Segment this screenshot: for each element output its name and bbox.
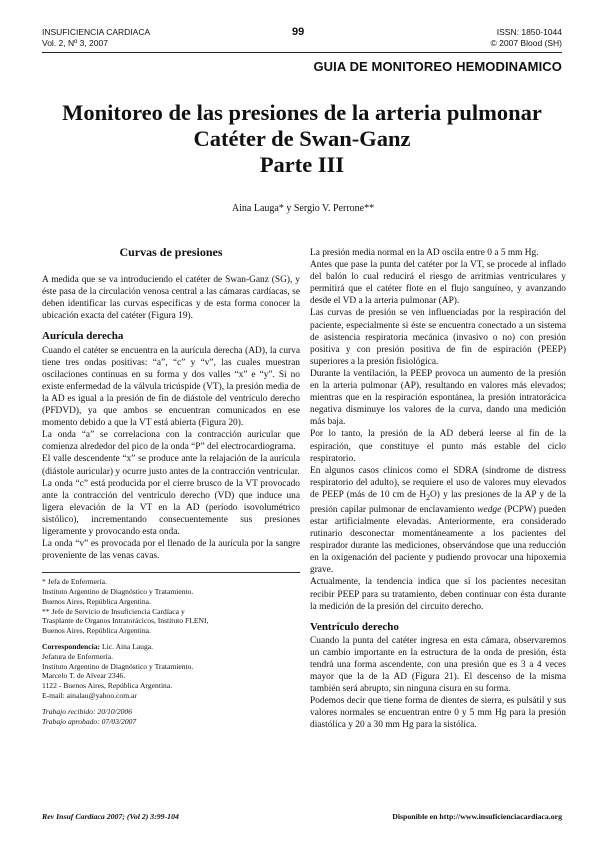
journal-header-left — [42, 27, 150, 49]
footnotes — [42, 577, 300, 726]
title-line-2: Catéter de Swan-Ganz — [193, 126, 411, 151]
affiliation-block — [42, 577, 300, 636]
approved-date: Trabajo aprobado: 07/03/2007 — [42, 716, 137, 726]
journal-name: INSUFICIENCIA CARDIACA — [42, 27, 151, 37]
subscript-2: 2 — [426, 492, 431, 502]
paragraph: Las curvas de presión se ven influenciadas por la respiración del paciente, especialmente si éste se encuentra conectado a un sistema de asistencia respiratoria mecánica (invasivo o no) con presión positiva y con presión positiva de fin de espiración (PEEP) superiores a la presión fisiológica. — [310, 308, 566, 367]
affiliation-line: Buenos Aires, República Argentina. — [42, 596, 151, 606]
page-number: 99 — [292, 26, 305, 38]
sdra-text-3: (PCPW) pueden estar artificialmente elevadas. Anteriormente, era considerado rutinario desconectar momentáneamente a los pacientes del respirador durante las mediciones, observándose que una reducción en la oxigenación del paciente y pudiendo provocar una hipoxemia grave. — [310, 504, 566, 576]
correspondence-line: 1122 - Buenos Aires, República Argentina. — [42, 681, 173, 691]
paragraph: Antes que pase la punta del catéter por la VT, se procede al inflado del balón lo cual reducirá el riesgo de arritmias ventriculares y permitirá que el catéter flote en el flujo sanguíneo, y avanzando desde el VD a la arteria pulmonar (AP). — [310, 260, 566, 307]
title-line-3: Parte III — [259, 152, 345, 177]
paragraph: Cuando el catéter se encuentra en la aurícula derecha (AD), la curva tiene tres ondas positivas: “a”, “c” y “v”, las cuales muestran oscilaciones continuas en su forma y dos valles “x” e “y”. Si no existe enfermedad de la válvula tricúspide (VT), la presión media de la AD es igual a la presión de fin de diástole del ventrículo derecho (PFDVD), ya que ambos se encuentran comunicados en ese momento debido a que la VT está abierta (Figura 20). — [42, 345, 300, 429]
correspondence-label: Correspondencia: — [42, 642, 101, 652]
paragraph: El valle descendente “x” se produce ante la relajación de la aurícula (diástole auricular) y ocurre justo antes de la contracción ventricular. — [42, 454, 300, 477]
paragraph: La onda “c” está producida por el cierre brusco de la VT provocado ante la contracción del ventrículo derecho (VD) que induce una ligera elevación de la VT en la AD (período isovolumétrico sistólico), incrementando consecuentemente sus presiones ligeramente y provocando esta onda. — [42, 478, 300, 537]
correspondence-block — [42, 642, 300, 701]
right-column — [310, 247, 566, 732]
article-title — [42, 100, 562, 178]
affiliation-line: Buenos Aires, República Argentina. — [42, 626, 151, 636]
affiliation-line: ** Jefe de Servicio de Insuficiencia Cardíaca y — [42, 606, 185, 616]
paragraph: La presión media normal en la AD oscila entre 0 a 5 mm Hg. — [310, 248, 539, 258]
header-rule — [42, 52, 562, 53]
footer-citation: Rev Insuf Cardíaca 2007; (Vol 2) 3:99-104 — [42, 812, 179, 821]
correspondence-line: Jefatura de Enfermería. — [42, 651, 114, 661]
affiliation-line: Instituto Argentino de Diagnóstico y Tratamiento. — [42, 587, 194, 597]
paragraph: La onda “v” es provocada por el llenado de la aurícula por la sangre proveniente de las venas cavas. — [42, 539, 300, 562]
footer-availability: Disponible en http://www.insuficienciacardiaca.org — [392, 812, 562, 821]
affiliation-line: Trasplante de Organos Intratorácicos, Instituto FLENI, — [42, 616, 209, 626]
affiliation-line: * Jefa de Enfermería. — [42, 577, 107, 587]
wedge-term: wedge — [477, 504, 502, 515]
footnote-rule — [42, 572, 300, 573]
received-date: Trabajo recibido: 20/10/2006 — [42, 706, 133, 716]
intro-paragraph: A medida que se va introduciendo el catéter de Swan-Ganz (SG), y éste pasa de la circulación venosa central a las cámaras cardíacas, se deben identificar las curvas específicas y de esta forma conocer la ubicación exacta del catéter (Figura 19). — [42, 275, 300, 322]
paragraph: Actualmente, la tendencia indica que si los pacientes necesitan recibir PEEP para su tratamiento, deben continuar con ésta durante la medición de la presión del circuito derecho. — [310, 577, 566, 612]
journal-header-right — [491, 27, 562, 49]
correspondence-line: Instituto Argentino de Diagnóstico y Tratamiento. — [42, 661, 194, 671]
paragraph: La onda “a” se correlaciona con la contracción auricular que comienza alrededor del pico de la onda “P” del electrocardiograma. — [42, 430, 300, 453]
correspondence-line: Marcelo T. de Alvear 2346. — [42, 671, 126, 681]
left-column — [42, 246, 300, 726]
sdra-text-1: En algunos casos clínicos como el SDRA (síndrome de distress respiratorio del adulto), se requiere el uso de valores muy elevados de PEEP (más de 10 cm de H — [310, 465, 566, 500]
authors: Aina Lauga* y Sergio V. Perrone** — [231, 203, 375, 214]
paragraph: Cuando la punta del catéter ingresa en esta cámara, observaremos un cambio importante en la estructura de la onda de presión, ésta tendrá una forma ascendente, con una presión que es 3 a 4 veces mayor que la de la AD (Figura 21). El descenso de la misma también será abrupto, sin ninguna cisura en su forma. — [310, 635, 566, 695]
sdra-paragraph — [310, 465, 566, 577]
volume-issue: Vol. 2, Nº 3, 2007 — [42, 38, 108, 48]
correspondence-name: Lic. Aina Lauga. — [100, 642, 154, 652]
section-label: GUIA DE MONITOREO HEMODINAMICO — [313, 59, 562, 74]
section-heading: Curvas de presiones — [119, 245, 223, 259]
copyright: © 2007 Blood (SH) — [490, 38, 562, 48]
paragraph: Podemos decir que tiene forma de dientes de sierra, es pulsátil y sus valores normales se encuentran entre 0 y 5 mm Hg para la presión diastólica y 20 a 30 mm Hg para la sistólica. — [310, 696, 566, 731]
subheading-ventriculo: Ventrículo derecho — [310, 620, 399, 633]
correspondence-line — [42, 642, 300, 652]
title-line-1: Monitoreo de las presiones de la arteria pulmonar — [62, 100, 542, 125]
issn: ISSN: 1850-1044 — [496, 27, 562, 37]
subheading-auricula: Aurícula derecha — [42, 330, 124, 343]
sdra-text-2: O) y las presiones de la AP y de la presión capilar pulmonar de enclavamiento — [310, 489, 567, 515]
correspondence-email: E-mail: ainalau@yahoo.com.ar — [42, 691, 137, 701]
paragraph: Por lo tanto, la presión de la AD deberá leerse al fin de la espiración, que constituye el punto más estable del ciclo respiratorio. — [310, 429, 566, 464]
paragraph: Durante la ventilación, la PEEP provoca un aumento de la presión en la arteria pulmonar (AP), resultando en valores más elevados; mientras que en la respiración espontánea, la presión intratorácica negativa disminuye los valores de la curva, dando una medición más baja. — [310, 368, 566, 428]
